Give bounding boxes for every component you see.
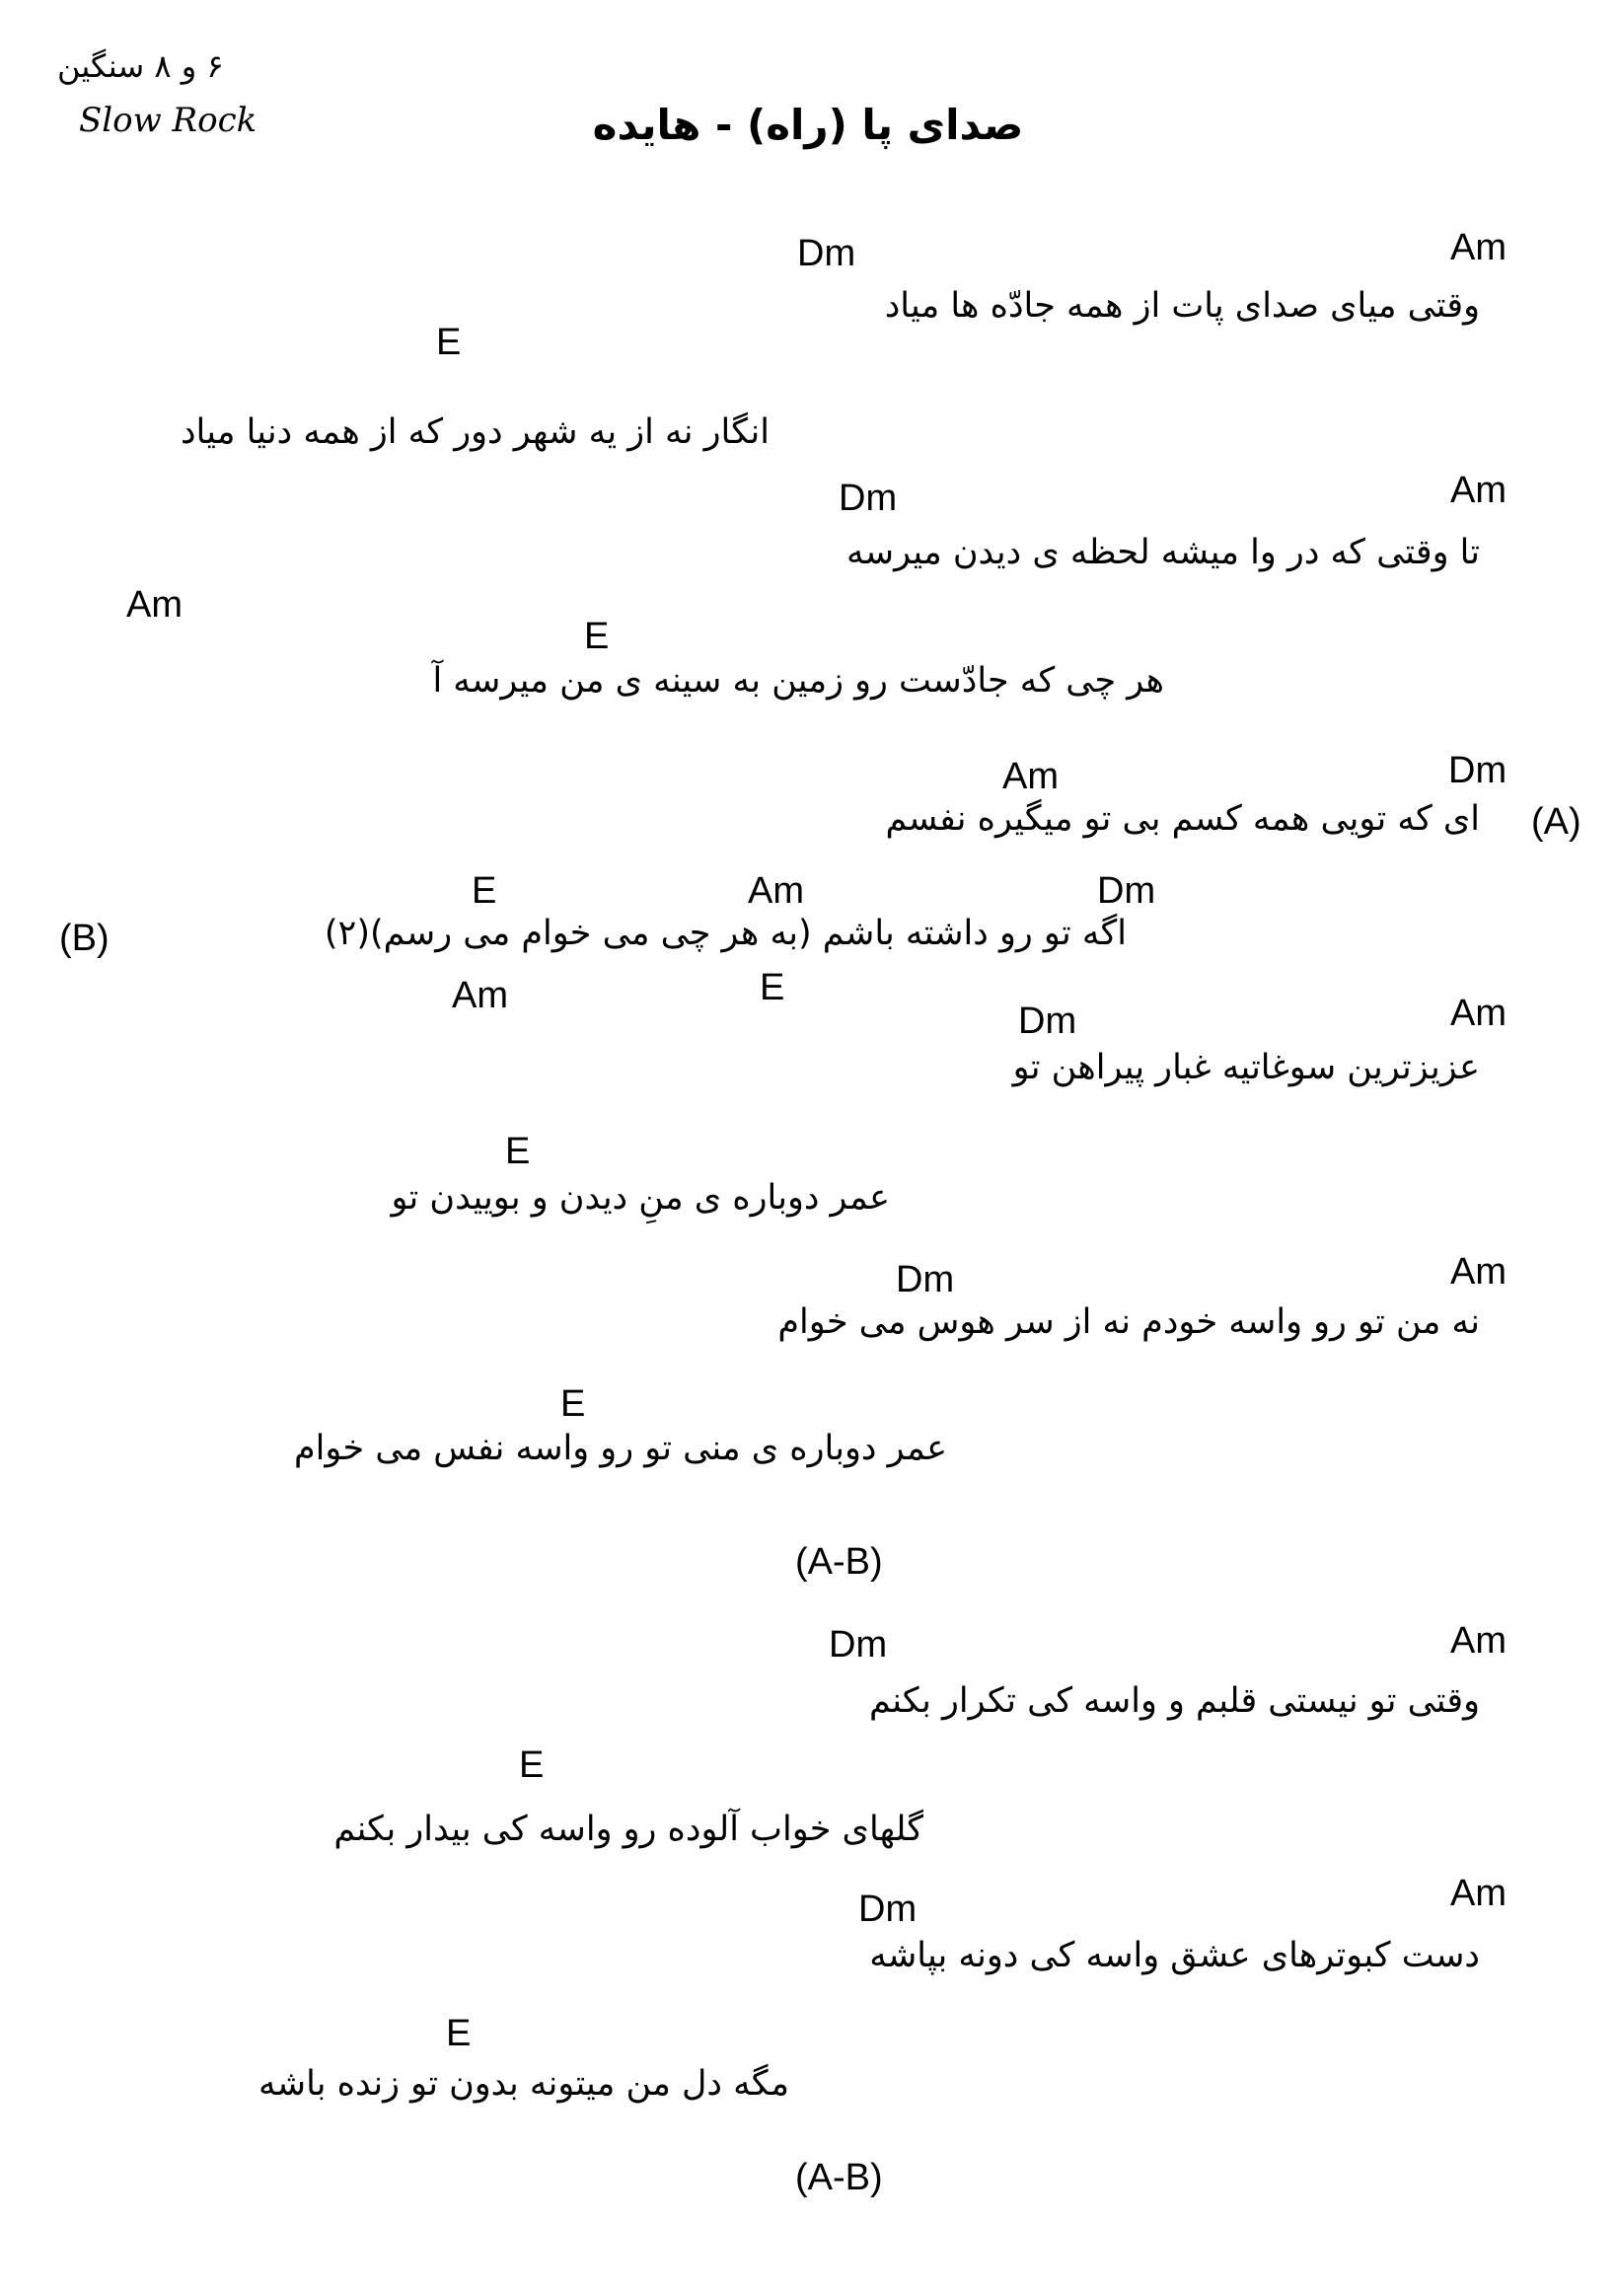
chord-dm: Dm [1018, 1000, 1077, 1042]
section-marker-ab: (A-B) [795, 1541, 883, 1583]
lyric-line: وقتی میای صدای پات از همه جادّه ها میاد [884, 286, 1480, 326]
lyric-line: اگه تو رو داشته باشم (به هر چی می خوام می رسم)(۲) [324, 914, 1127, 953]
chord-am: Am [1450, 1620, 1506, 1662]
lyric-line: هر چی که جادّست رو زمین به سینه ی من میرسه آ [432, 661, 1164, 701]
chord-am: Am [1450, 470, 1506, 511]
chord-e: E [519, 1744, 545, 1786]
chord-am: Am [126, 584, 183, 626]
lyric-line: گلهای خواب آلوده رو واسه کی بیدار بکنم [333, 1810, 923, 1849]
chord-dm: Dm [896, 1259, 955, 1300]
chord-e: E [505, 1131, 531, 1172]
chord-dm: Dm [839, 478, 898, 519]
chord-e: E [472, 870, 497, 912]
chord-am: Am [1450, 1251, 1506, 1293]
chord-e: E [446, 2013, 472, 2054]
chord-dm: Dm [1448, 750, 1507, 791]
chord-am: Am [452, 975, 508, 1016]
chord-am: Am [1450, 993, 1506, 1034]
style-label: Slow Rock [79, 101, 257, 140]
lyric-line: انگار نه از یه شهر دور که از همه دنیا میاد [180, 412, 770, 452]
chord-am: Am [1450, 227, 1506, 268]
lyric-line: دست کبوترهای عشق واسه کی دونه بپاشه [869, 1936, 1480, 1975]
section-marker-ab: (A-B) [795, 2157, 883, 2198]
section-marker-a: (A) [1531, 801, 1581, 843]
chord-dm: Dm [829, 1624, 888, 1666]
chord-dm: Dm [858, 1889, 918, 1930]
chord-dm: Dm [797, 233, 856, 274]
lyric-line: تا وقتی که در وا میشه لحظه ی دیدن میرسه [846, 533, 1480, 572]
page-title: صدای پا (راه) - هایده [592, 101, 1024, 149]
chord-am: Am [748, 870, 804, 912]
chord-am: Am [1002, 756, 1059, 797]
section-marker-b: (B) [59, 918, 110, 959]
lyric-line: عزیزترین سوغاتیه غبار پیراهن تو [1012, 1048, 1480, 1087]
lyric-line: ای که تویی همه کسم بی تو میگیره نفسم [885, 799, 1480, 839]
lyric-line: وقتی تو نیستی قلبم و واسه کی تکرار بکنم [868, 1681, 1480, 1721]
lyric-line: نه من تو رو واسه خودم نه از سر هوس می خوام [777, 1302, 1480, 1342]
chord-am: Am [1450, 1873, 1506, 1914]
chord-e: E [436, 322, 462, 363]
chord-e: E [584, 616, 610, 657]
chord-dm: Dm [1097, 870, 1156, 912]
chord-e: E [560, 1383, 586, 1425]
time-signature: ۶ و ۸ سنگین [57, 47, 224, 85]
lyric-line: عمر دوباره ی منی تو رو واسه نفس می خوام [293, 1429, 947, 1468]
lyric-line: عمر دوباره ی منِ دیدن و بوییدن تو [391, 1178, 890, 1218]
chord-e: E [760, 967, 785, 1008]
lyric-line: مگه دل من میتونه بدون تو زنده باشه [258, 2064, 789, 2104]
